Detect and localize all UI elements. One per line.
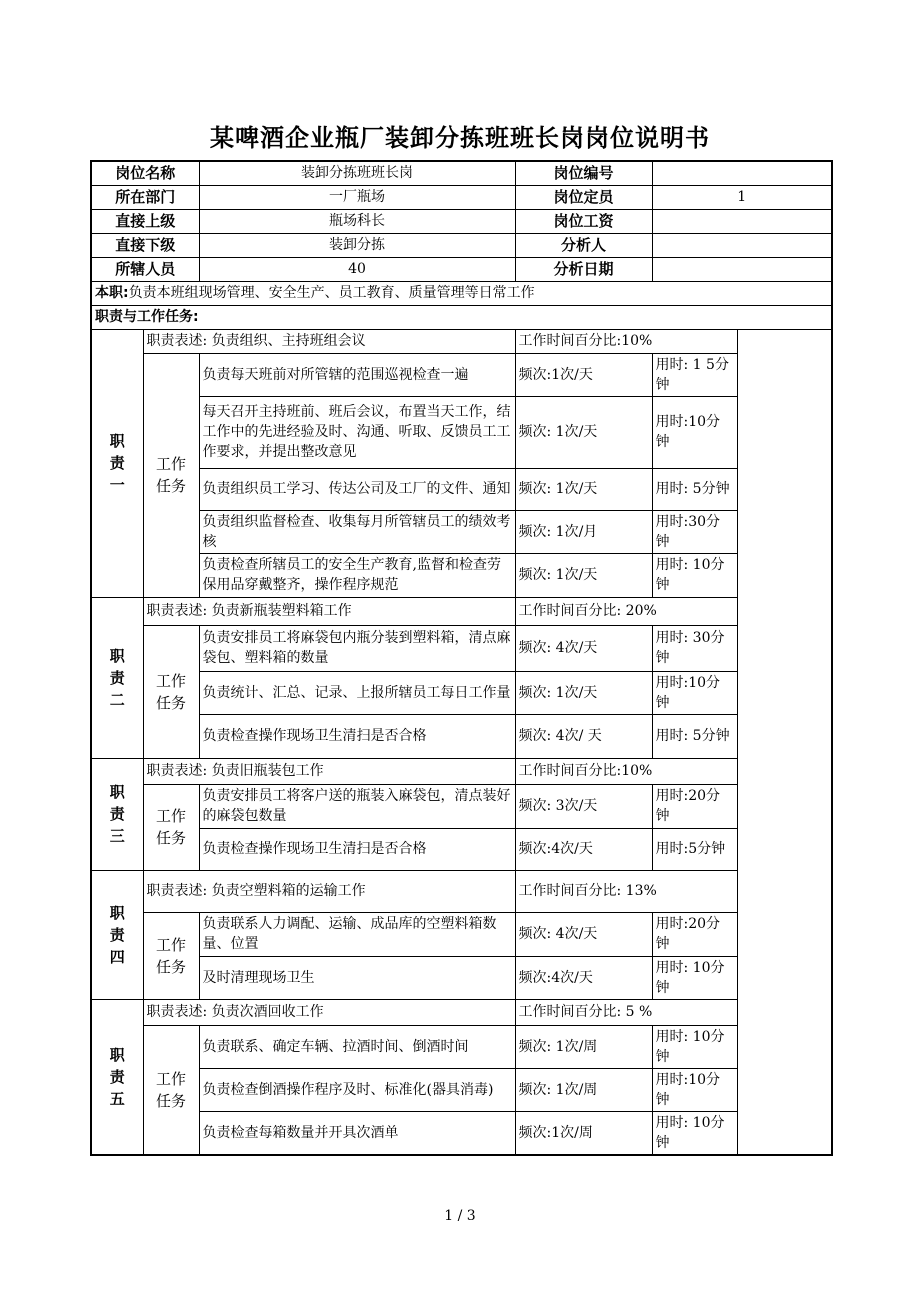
task-label bbox=[143, 625, 199, 758]
row-position-name bbox=[91, 161, 832, 185]
task-duration: 用时: 10分钟 bbox=[652, 956, 737, 999]
section-title-char: 责 bbox=[109, 454, 125, 472]
analysis-date-label: 分析日期 bbox=[515, 257, 652, 281]
department-label: 所在部门 bbox=[91, 185, 199, 209]
section-title-char: 职 bbox=[109, 432, 125, 450]
task-duration: 用时:10分钟 bbox=[652, 396, 737, 468]
analyst-label: 分析人 bbox=[515, 233, 652, 257]
task-row bbox=[91, 956, 832, 999]
task-duration: 用时: 10分钟 bbox=[652, 553, 737, 597]
task-text: 负责检查操作现场卫生清扫是否合格 bbox=[199, 828, 515, 870]
task-text: 负责安排员工将客户送的瓶装入麻袋包，清点装好的麻袋包数量 bbox=[199, 784, 515, 828]
task-frequency: 频次: 4次/ 天 bbox=[515, 714, 652, 758]
task-frequency: 频次: 1次/周 bbox=[515, 1068, 652, 1111]
analysis-date-value bbox=[652, 257, 832, 281]
row-staff bbox=[91, 257, 832, 281]
task-label-line: 工作 bbox=[156, 671, 187, 690]
superior-value: 瓶场科长 bbox=[199, 209, 515, 233]
task-row bbox=[91, 353, 832, 396]
task-label bbox=[143, 1025, 199, 1155]
staff-value: 40 bbox=[199, 257, 515, 281]
task-row bbox=[91, 1111, 832, 1155]
task-label-line: 任务 bbox=[156, 957, 187, 976]
position-number-value bbox=[652, 161, 832, 185]
section-title bbox=[91, 329, 143, 597]
duty-cell bbox=[91, 281, 832, 305]
task-row bbox=[91, 1068, 832, 1111]
section-title-char: 责 bbox=[109, 925, 125, 944]
section-description: 职责表述: 负责次酒回收工作 bbox=[143, 999, 515, 1025]
task-row bbox=[91, 510, 832, 553]
task-frequency: 频次: 4次/天 bbox=[515, 912, 652, 956]
task-row bbox=[91, 828, 832, 870]
department-value: 一厂瓶场 bbox=[199, 185, 515, 209]
task-duration: 用时: 5分钟 bbox=[652, 714, 737, 758]
task-label-line: 任务 bbox=[156, 693, 187, 712]
quota-label: 岗位定员 bbox=[515, 185, 652, 209]
row-department bbox=[91, 185, 832, 209]
task-row bbox=[91, 625, 832, 671]
task-duration: 用时:10分钟 bbox=[652, 1068, 737, 1111]
time-percentage: 工作时间百分比: 20% bbox=[515, 597, 737, 625]
task-text: 负责统计、汇总、记录、上报所辖员工每日工作量 bbox=[199, 671, 515, 714]
section-description: 职责表述: 负责空塑料箱的运输工作 bbox=[143, 870, 515, 912]
duty-label: 本职: bbox=[95, 285, 129, 301]
section-title-char: 三 bbox=[109, 827, 125, 845]
task-row bbox=[91, 468, 832, 510]
task-duration: 用时: 30分钟 bbox=[652, 625, 737, 671]
time-percentage: 工作时间百分比: 13% bbox=[515, 870, 737, 912]
section-1-desc-row bbox=[91, 329, 832, 353]
quota-value: 1 bbox=[652, 185, 832, 209]
task-text: 负责联系人力调配、运输、成品库的空塑料箱数量、位置 bbox=[199, 912, 515, 956]
section-description: 职责表述: 负责新瓶装塑料箱工作 bbox=[143, 597, 515, 625]
section-title-char: 职 bbox=[109, 646, 125, 665]
section-2-desc-row bbox=[91, 597, 832, 625]
task-frequency: 频次: 1次/月 bbox=[515, 510, 652, 553]
task-row bbox=[91, 784, 832, 828]
task-duration: 用时:5分钟 bbox=[652, 828, 737, 870]
task-label-line: 工作 bbox=[156, 455, 187, 473]
section-5-desc-row bbox=[91, 999, 832, 1025]
task-duration: 用时:30分钟 bbox=[652, 510, 737, 553]
section-title-char: 职 bbox=[109, 903, 125, 922]
time-percentage: 工作时间百分比:10% bbox=[515, 758, 737, 784]
task-frequency: 频次: 1次/天 bbox=[515, 553, 652, 597]
task-frequency: 频次:4次/天 bbox=[515, 956, 652, 999]
section-title bbox=[91, 758, 143, 870]
task-label bbox=[143, 784, 199, 870]
task-frequency: 频次: 3次/天 bbox=[515, 784, 652, 828]
task-label-line: 任务 bbox=[156, 1091, 187, 1110]
task-duration: 用时:10分钟 bbox=[652, 671, 737, 714]
section-title bbox=[91, 999, 143, 1155]
section-4-desc-row bbox=[91, 870, 832, 912]
task-label bbox=[143, 912, 199, 999]
section-title-char: 责 bbox=[109, 1067, 125, 1086]
task-frequency: 频次: 1次/周 bbox=[515, 1025, 652, 1068]
job-description-table bbox=[90, 160, 833, 1156]
task-duration: 用时: 10分钟 bbox=[652, 1025, 737, 1068]
task-label-line: 任务 bbox=[156, 829, 187, 847]
task-duration: 用时:20分钟 bbox=[652, 912, 737, 956]
section-title-char: 责 bbox=[109, 668, 125, 687]
task-row bbox=[91, 396, 832, 468]
position-number-label: 岗位编号 bbox=[515, 161, 652, 185]
section-description: 职责表述: 负责组织、主持班组会议 bbox=[143, 329, 515, 353]
row-subordinate bbox=[91, 233, 832, 257]
task-label bbox=[143, 353, 199, 597]
task-row bbox=[91, 1025, 832, 1068]
task-duration: 用时: 1 5分钟 bbox=[652, 353, 737, 396]
task-frequency: 频次: 1次/天 bbox=[515, 671, 652, 714]
task-text: 负责检查倒酒操作程序及时、标准化(器具消毒) bbox=[199, 1068, 515, 1111]
section-title-char: 责 bbox=[109, 805, 125, 823]
document-title: 某啤酒企业瓶厂装卸分拣班班长岗岗位说明书 bbox=[210, 124, 710, 152]
page-number: 1 / 3 bbox=[444, 1208, 476, 1224]
analyst-value bbox=[652, 233, 832, 257]
task-text: 负责安排员工将麻袋包内瓶分装到塑料箱，清点麻袋包、塑料箱的数量 bbox=[199, 625, 515, 671]
task-text: 每天召开主持班前、班后会议，布置当天工作，结工作中的先进经验及时、沟通、听取、反馈员工工作要求，并提出整改意见 bbox=[199, 396, 515, 468]
task-frequency: 频次: 1次/天 bbox=[515, 396, 652, 468]
task-text: 负责检查操作现场卫生清扫是否合格 bbox=[199, 714, 515, 758]
section-title-char: 职 bbox=[109, 1045, 125, 1064]
time-percentage: 工作时间百分比:10% bbox=[515, 329, 737, 353]
task-frequency: 频次: 4次/天 bbox=[515, 625, 652, 671]
subordinate-label: 直接下级 bbox=[91, 233, 199, 257]
task-text: 及时清理现场卫生 bbox=[199, 956, 515, 999]
section-title bbox=[91, 597, 143, 758]
superior-label: 直接上级 bbox=[91, 209, 199, 233]
task-text: 负责联系、确定车辆、拉酒时间、倒酒时间 bbox=[199, 1025, 515, 1068]
task-text: 负责每天班前对所管辖的范围巡视检查一遍 bbox=[199, 353, 515, 396]
task-frequency: 频次:4次/天 bbox=[515, 828, 652, 870]
task-text: 负责组织监督检查、收集每月所管辖员工的绩效考核 bbox=[199, 510, 515, 553]
task-row bbox=[91, 714, 832, 758]
section-3-desc-row bbox=[91, 758, 832, 784]
task-frequency: 频次:1次/周 bbox=[515, 1111, 652, 1155]
task-label-line: 工作 bbox=[156, 935, 187, 954]
section-title-char: 职 bbox=[109, 783, 125, 801]
duty-text: 负责本班组现场管理、安全生产、员工教育、质量管理等日常工作 bbox=[128, 285, 535, 301]
section-title-char: 五 bbox=[109, 1089, 125, 1108]
task-row bbox=[91, 553, 832, 597]
task-label-line: 工作 bbox=[156, 1069, 187, 1088]
section-title-char: 四 bbox=[109, 947, 125, 966]
task-duration: 用时: 10分钟 bbox=[652, 1111, 737, 1155]
subordinate-value: 装卸分拣 bbox=[199, 233, 515, 257]
task-frequency: 频次: 1次/天 bbox=[515, 468, 652, 510]
wage-label: 岗位工资 bbox=[515, 209, 652, 233]
time-percentage: 工作时间百分比: 5 % bbox=[515, 999, 737, 1025]
task-text: 负责检查所辖员工的安全生产教育,监督和检查劳保用品穿戴整齐，操作程序规范 bbox=[199, 553, 515, 597]
task-frequency: 频次:1次/天 bbox=[515, 353, 652, 396]
section-description: 职责表述: 负责旧瓶装包工作 bbox=[143, 758, 515, 784]
position-name-value: 装卸分拣班班长岗 bbox=[199, 161, 515, 185]
task-row bbox=[91, 912, 832, 956]
task-text: 负责检查每箱数量并开具次酒单 bbox=[199, 1111, 515, 1155]
task-duration: 用时:20分钟 bbox=[652, 784, 737, 828]
row-duty bbox=[91, 281, 832, 305]
task-row bbox=[91, 671, 832, 714]
tasks-heading: 职责与工作任务: bbox=[91, 305, 832, 329]
task-label-line: 任务 bbox=[156, 477, 187, 495]
task-text: 负责组织员工学习、传达公司及工厂的文件、通知 bbox=[199, 468, 515, 510]
section-title-char: 二 bbox=[109, 690, 125, 709]
task-duration: 用时: 5分钟 bbox=[652, 468, 737, 510]
wage-value bbox=[652, 209, 832, 233]
row-tasks-heading bbox=[91, 305, 832, 329]
section-title bbox=[91, 870, 143, 999]
position-name-label: 岗位名称 bbox=[91, 161, 199, 185]
staff-label: 所辖人员 bbox=[91, 257, 199, 281]
task-label-line: 工作 bbox=[156, 807, 187, 825]
section-title-char: 一 bbox=[109, 476, 125, 494]
row-superior bbox=[91, 209, 832, 233]
